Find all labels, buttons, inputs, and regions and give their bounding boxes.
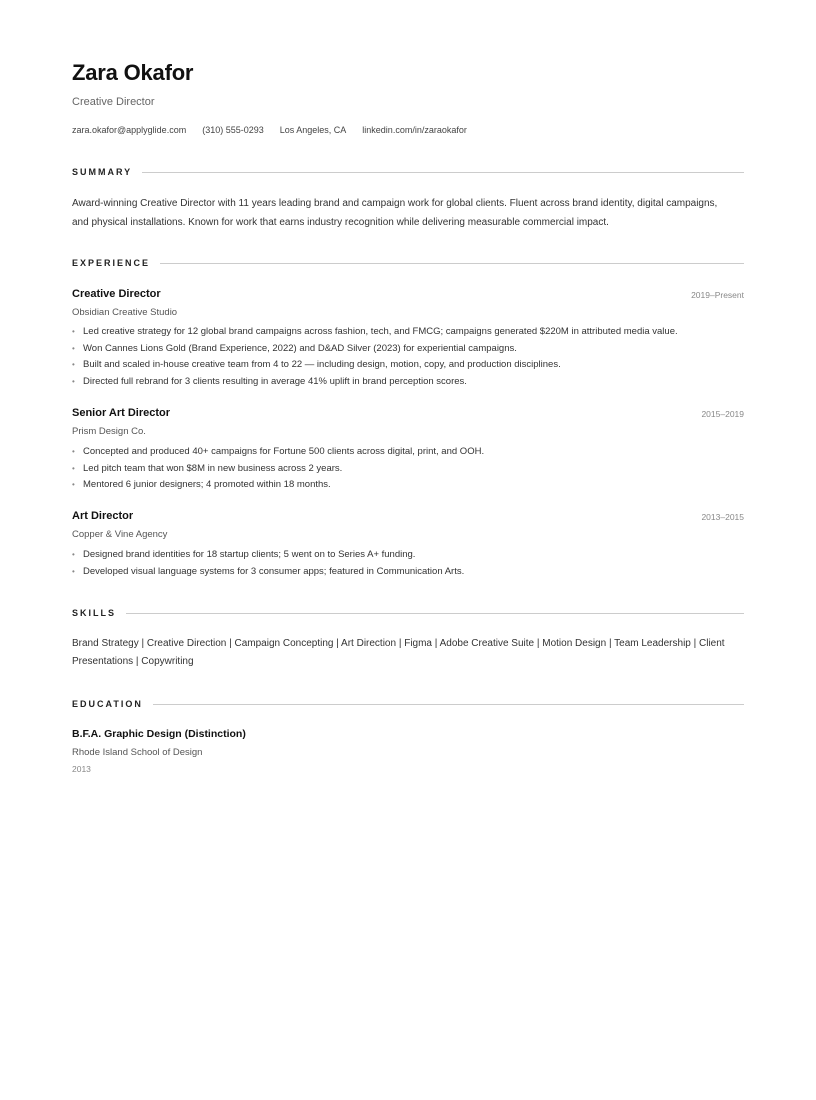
- contact-email[interactable]: zara.okafor@applyglide.com: [72, 125, 187, 135]
- job-bullets: [72, 324, 744, 390]
- skills-list: Brand Strategy | Creative Direction | Campaign Concepting | Art Direction | Figma | Adobe Creative Suite | Motion Design | Team Leadership | Client Presentations | Copywriting: [72, 638, 725, 667]
- job-dates: 2019–Present: [691, 290, 744, 300]
- job-dates: 2015–2019: [701, 409, 744, 419]
- job-title: Senior Art Director: [72, 407, 171, 419]
- section-divider: [153, 704, 744, 705]
- bullet-icon: •: [72, 360, 75, 369]
- section-title: EXPERIENCE: [72, 258, 151, 268]
- bullet-icon: •: [72, 327, 75, 336]
- list-item: • Developed visual language systems for 3 consumer apps; featured in Communication Arts.: [72, 564, 744, 581]
- job-company: Obsidian Creative Studio: [72, 307, 178, 318]
- job-company: Prism Design Co.: [72, 426, 146, 437]
- section-header-education: [72, 699, 744, 710]
- bullet-icon: •: [72, 463, 75, 473]
- bullet-icon: •: [72, 566, 75, 576]
- job-dates: 2013–2015: [701, 512, 744, 522]
- section-header-summary: [72, 167, 744, 178]
- candidate-name: Zara Okafor: [72, 60, 194, 85]
- education-school: Rhode Island School of Design: [72, 747, 203, 758]
- contact-line: [72, 124, 483, 136]
- section-divider: [160, 263, 744, 264]
- summary-paragraph: Award-winning Creative Director with 11 years leading brand and campaign work for global clients. Fluent across brand identity, digital campaigns, and physical installations. Known for work that earns industry recognition while delivering measurable commercial impact.: [72, 198, 718, 228]
- job-title: Creative Director: [72, 288, 161, 300]
- section-divider: [142, 172, 744, 173]
- list-item: • Designed brand identities for 18 startup clients; 5 went on to Series A+ funding.: [72, 547, 744, 564]
- section-divider: [126, 613, 744, 614]
- education-year: 2013: [72, 764, 91, 774]
- job-company: Copper & Vine Agency: [72, 529, 168, 540]
- job-bullets: [72, 444, 744, 494]
- bullet-icon: •: [72, 447, 75, 456]
- bullet-icon: •: [72, 343, 75, 353]
- bullet-icon: •: [72, 550, 75, 559]
- list-item: • Won Cannes Lions Gold (Brand Experience, 2022) and D&AD Silver (2023) for experiential campaigns.: [72, 341, 744, 358]
- job-bullets: [72, 547, 744, 580]
- bullet-icon: •: [72, 376, 75, 386]
- list-item: • Concepted and produced 40+ campaigns for Fortune 500 clients across digital, print, and OOH.: [72, 444, 744, 461]
- bullet-icon: •: [72, 480, 75, 489]
- list-item: • Built and scaled in-house creative team from 4 to 22 — including design, motion, copy, and production disciplines.: [72, 357, 744, 374]
- candidate-title: Creative Director: [72, 96, 155, 108]
- section-title: EDUCATION: [72, 699, 143, 709]
- section-header-skills: [72, 608, 744, 619]
- section-header-experience: [72, 258, 744, 269]
- list-item: • Directed full rebrand for 3 clients resulting in average 41% uplift in brand perception scores.: [72, 374, 744, 391]
- education-degree: B.F.A. Graphic Design (Distinction): [72, 728, 246, 740]
- list-item: • Led creative strategy for 12 global brand campaigns across fashion, tech, and FMCG; campaigns generated $220M in attributed media value.: [72, 324, 744, 341]
- contact-location: Los Angeles, CA: [279, 125, 347, 135]
- contact-phone: (310) 555-0293: [202, 125, 264, 135]
- list-item: • Led pitch team that won $8M in new business across 2 years.: [72, 461, 744, 478]
- job-title: Art Director: [72, 510, 134, 522]
- contact-linkedin[interactable]: linkedin.com/in/zaraokafor: [362, 125, 467, 135]
- section-title: SUMMARY: [72, 167, 133, 177]
- section-title: SKILLS: [72, 608, 117, 618]
- list-item: • Mentored 6 junior designers; 4 promoted within 18 months.: [72, 477, 744, 494]
